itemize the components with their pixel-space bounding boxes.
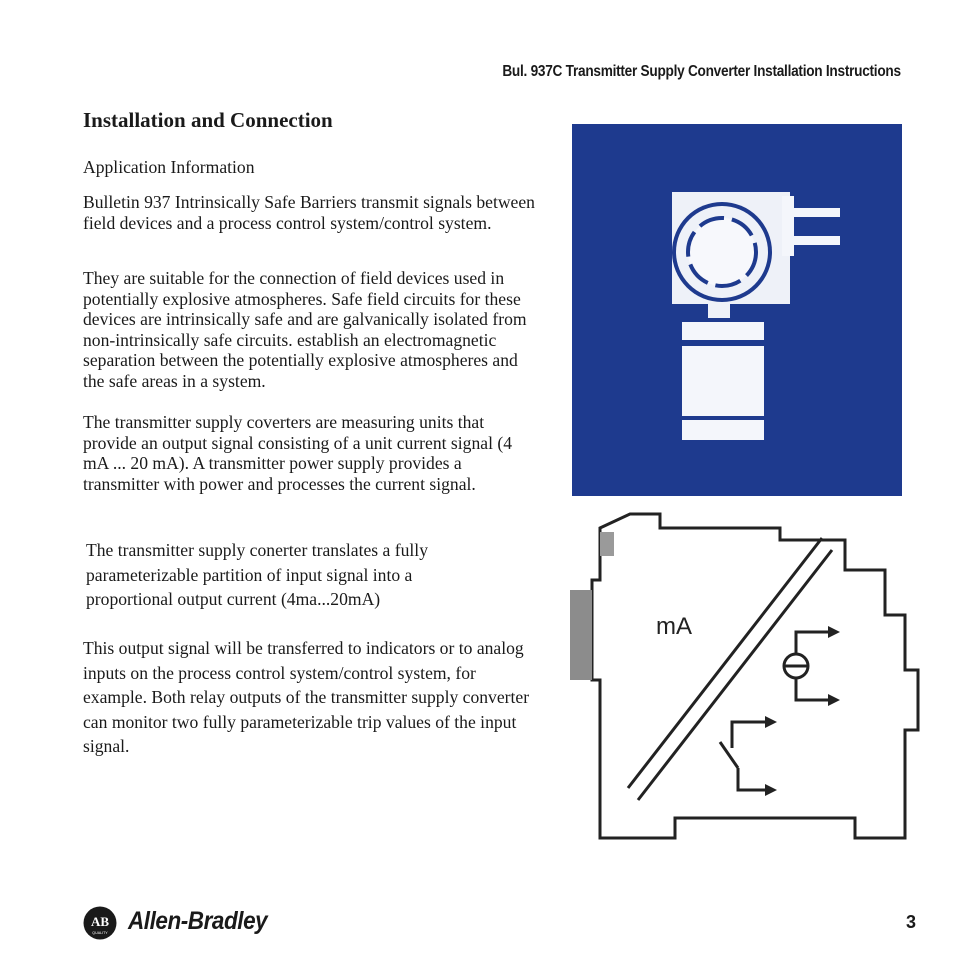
paragraph-4: The transmitter supply conerter translates a fully parameterizable partition of input signal into a proportional output current (4ma...20mA) (86, 540, 428, 610)
converter-module-diagram (560, 500, 920, 845)
svg-text:QUALITY: QUALITY (92, 931, 108, 935)
page-number: 3 (905, 912, 916, 932)
transmitter-figure (572, 124, 902, 496)
paragraph-3: The transmitter supply coverters are measuring units that provide an output signal consisting of a unit current signal (4 mA ... 20 mA). A transmitter power supply provides a transmitter with power and processes the current signal. (83, 412, 513, 494)
allen-bradley-logo-icon (83, 906, 117, 940)
brand-name: Allen-Bradley (128, 907, 268, 935)
paragraph-1: Bulletin 937 Intrinsically Safe Barriers transmit signals between field devices and a process control system/control system. (83, 192, 535, 233)
section-subtitle: Application Information (83, 157, 255, 177)
running-header: Bul. 937C Transmitter Supply Converter Installation Instructions (502, 63, 901, 80)
module-label: mA (656, 613, 692, 640)
paragraph-5: This output signal will be transferred to indicators or to analog inputs on the process control system/control system, for example. Both relay outputs of the transmitter supply converter can monitor two fully parameterizable trip values of the input signal. (83, 638, 530, 757)
paragraph-2: They are suitable for the connection of field devices used in potentially explosive atmospheres. Safe field circuits for these devices are intrinsically safe and are galvanically isolated from non-intrinsically safe circuits. establish an electromagnetic separation between the potentially explosive atmospheres and the safe areas in a system. (83, 268, 527, 391)
section-title: Installation and Connection (83, 108, 333, 132)
terminal-block-side (570, 590, 592, 680)
terminal-block-upper (600, 532, 614, 556)
svg-text:AB: AB (90, 914, 110, 929)
